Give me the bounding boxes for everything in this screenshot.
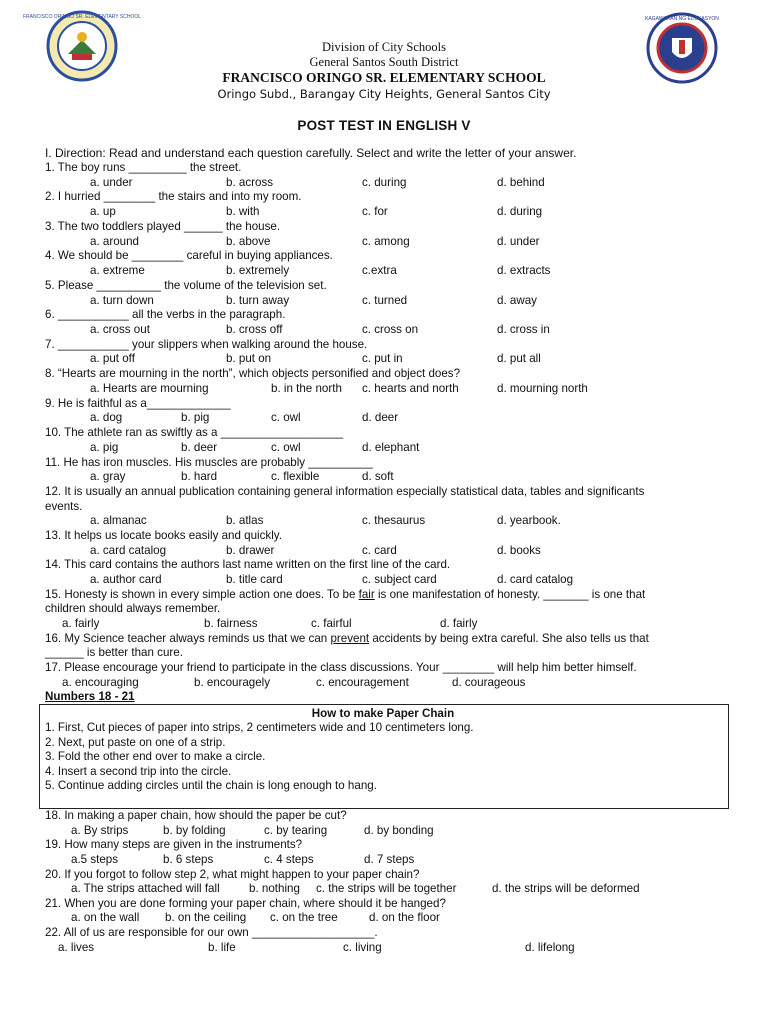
option-1c: c. during: [362, 176, 407, 189]
option-18b: b. by folding: [163, 824, 226, 837]
question-19: 19. How many steps are given in the instruments?: [45, 838, 303, 851]
option-22b: b. life: [208, 941, 236, 954]
question-21: 21. When you are done forming your paper chain, where should it be hanged?: [45, 897, 446, 910]
question-3: 3. The two toddlers played ______ the house.: [45, 220, 281, 233]
option-4c: c.extra: [362, 264, 397, 277]
option-7c: c. put in: [362, 352, 403, 365]
option-21b: b. on the ceiling: [165, 911, 247, 924]
question-17: 17. Please encourage your friend to participate in the class discussions. Your ________ will help him better himself.: [45, 661, 637, 674]
question-7: 7. ___________ your slippers when walking around the house.: [45, 338, 368, 351]
option-17c: c. encouragement: [316, 676, 409, 689]
question-6: 6. ___________ all the verbs in the paragraph.: [45, 308, 286, 321]
direction: I. Direction: Read and understand each question carefully. Select and write the letter of your answer.: [45, 146, 577, 160]
option-17b: b. encouragely: [194, 676, 271, 689]
option-6b: b. cross off: [226, 323, 283, 336]
question-11: 11. He has iron muscles. His muscles are probably __________: [45, 456, 373, 469]
option-8a: a. Hearts are mourning: [90, 382, 209, 395]
option-8c: c. hearts and north: [362, 382, 459, 395]
question-10: 10. The athlete ran as swiftly as a ___________________: [45, 426, 344, 439]
option-6a: a. cross out: [90, 323, 150, 336]
option-11d: d. soft: [362, 470, 394, 483]
option-8d: d. mourning north: [497, 382, 588, 395]
question-15-cont: children should always remember.: [45, 602, 221, 615]
option-18c: c. by tearing: [264, 824, 328, 837]
option-9c: c. owl: [271, 411, 301, 424]
question-12-cont: events.: [45, 500, 83, 513]
option-15b: b. fairness: [204, 617, 258, 630]
option-20b: b. nothing: [249, 882, 300, 895]
option-5a: a. turn down: [90, 294, 154, 307]
step-5: 5. Continue adding circles until the chain is long enough to hang.: [45, 779, 377, 792]
option-4b: b. extremely: [226, 264, 290, 277]
option-15c: c. fairful: [311, 617, 352, 630]
option-1d: d. behind: [497, 176, 545, 189]
option-22a: a. lives: [58, 941, 95, 954]
option-10d: d. elephant: [362, 441, 420, 454]
option-19c: c. 4 steps: [264, 853, 314, 866]
option-18d: d. by bonding: [364, 824, 434, 837]
question-18: 18. In making a paper chain, how should the paper be cut?: [45, 809, 347, 822]
option-3a: a. around: [90, 235, 139, 248]
option-9d: d. deer: [362, 411, 399, 424]
question-9: 9. He is faithful as a_____________: [45, 397, 231, 410]
division-line: Division of City Schools: [322, 40, 446, 54]
question-5: 5. Please __________ the volume of the television set.: [45, 279, 327, 292]
option-14a: a. author card: [90, 573, 162, 586]
option-20c: c. the strips will be together: [316, 882, 457, 895]
option-2b: b. with: [226, 205, 260, 218]
option-9b: b. pig: [181, 411, 210, 424]
option-3b: b. above: [226, 235, 271, 248]
option-2d: d. during: [497, 205, 543, 218]
option-1a: a. under: [90, 176, 133, 189]
option-18a: a. By strips: [71, 824, 129, 837]
option-22c: c. living: [343, 941, 382, 954]
option-12d: d. yearbook.: [497, 514, 561, 527]
option-17d: d. courageous: [452, 676, 526, 689]
option-3c: c. among: [362, 235, 410, 248]
option-14c: c. subject card: [362, 573, 437, 586]
option-14b: b. title card: [226, 573, 283, 586]
option-5d: d. away: [497, 294, 537, 307]
school-name: FRANCISCO ORINGO SR. ELEMENTARY SCHOOL: [222, 70, 546, 85]
question-13: 13. It helps us locate books easily and quickly.: [45, 529, 282, 542]
option-13b: b. drawer: [226, 544, 275, 557]
option-7d: d. put all: [497, 352, 541, 365]
school-address: Oringo Subd., Barangay City Heights, General Santos City: [217, 87, 551, 101]
question-16: 16. My Science teacher always reminds us that we can prevent accidents by being extra careful. She also tells us that: [45, 632, 649, 645]
option-15a: a. fairly: [62, 617, 100, 630]
step-3: 3. Fold the other end over to make a circle.: [45, 750, 266, 763]
question-16-cont: ______ is better than cure.: [45, 646, 183, 659]
option-19b: b. 6 steps: [163, 853, 214, 866]
option-6d: d. cross in: [497, 323, 550, 336]
option-11a: a. gray: [90, 470, 126, 483]
option-10a: a. pig: [90, 441, 119, 454]
option-11b: b. hard: [181, 470, 218, 483]
option-13a: a. card catalog: [90, 544, 167, 557]
option-8b: b. in the north: [271, 382, 342, 395]
option-20a: a. The strips attached will fall: [71, 882, 220, 895]
option-5b: b. turn away: [226, 294, 290, 307]
question-8: 8. “Hearts are mourning in the north”, which objects personified and object does?: [45, 367, 461, 380]
option-15d: d. fairly: [440, 617, 478, 630]
question-1: 1. The boy runs _________ the street.: [45, 161, 242, 174]
option-22d: d. lifelong: [525, 941, 575, 954]
option-4d: d. extracts: [497, 264, 551, 277]
option-10c: c. owl: [271, 441, 301, 454]
option-10b: b. deer: [181, 441, 218, 454]
option-21d: d. on the floor: [369, 911, 440, 924]
box-title: How to make Paper Chain: [311, 707, 455, 720]
option-2a: a. up: [90, 205, 116, 218]
step-1: 1. First, Cut pieces of paper into strips, 2 centimeters wide and 10 centimeters long.: [45, 721, 474, 734]
option-4a: a. extreme: [90, 264, 145, 277]
svg-text:KAGAWARAN NG EDUKASYON: KAGAWARAN NG EDUKASYON: [645, 16, 719, 22]
option-5c: c. turned: [362, 294, 408, 307]
option-12c: c. thesaurus: [362, 514, 426, 527]
option-17a: a. encouraging: [62, 676, 139, 689]
district-line: General Santos South District: [309, 55, 459, 69]
question-2: 2. I hurried ________ the stairs and into my room.: [45, 190, 302, 203]
svg-text:FRANCISCO ORINGO SR. ELEMENTAR: FRANCISCO ORINGO SR. ELEMENTARY SCHOOL: [22, 14, 142, 20]
question-4: 4. We should be ________ careful in buying appliances.: [45, 249, 333, 262]
option-6c: c. cross on: [362, 323, 419, 336]
test-title: POST TEST IN ENGLISH V: [297, 118, 471, 133]
question-20: 20. If you forgot to follow step 2, what might happen to your paper chain?: [45, 868, 420, 881]
option-13d: d. books: [497, 544, 541, 557]
question-22: 22. All of us are responsible for our own ___________________.: [45, 926, 378, 939]
option-2c: c. for: [362, 205, 388, 218]
option-13c: c. card: [362, 544, 397, 557]
option-1b: b. across: [226, 176, 274, 189]
step-4: 4. Insert a second trip into the circle.: [45, 765, 232, 778]
option-19d: d. 7 steps: [364, 853, 415, 866]
question-15: 15. Honesty is shown in every simple action one does. To be fair is one manifestation of honesty. _______ is one that: [45, 588, 646, 601]
option-20d: d. the strips will be deformed: [492, 882, 640, 895]
option-7a: a. put off: [90, 352, 135, 365]
option-9a: a. dog: [90, 411, 123, 424]
option-21c: c. on the tree: [270, 911, 338, 924]
option-12b: b. atlas: [226, 514, 264, 527]
option-7b: b. put on: [226, 352, 272, 365]
question-14: 14. This card contains the authors last name written on the first line of the card.: [45, 558, 451, 571]
option-12a: a. almanac: [90, 514, 147, 527]
section-label: Numbers 18 - 21: [45, 690, 135, 703]
step-2: 2. Next, put paste on one of a strip.: [45, 736, 226, 749]
option-3d: d. under: [497, 235, 540, 248]
option-21a: a. on the wall: [71, 911, 140, 924]
question-12: 12. It is usually an annual publication containing general information especially statistical data, tables and significants: [45, 485, 645, 498]
option-19a: a.5 steps: [71, 853, 119, 866]
option-14d: d. card catalog: [497, 573, 574, 586]
option-11c: c. flexible: [271, 470, 320, 483]
